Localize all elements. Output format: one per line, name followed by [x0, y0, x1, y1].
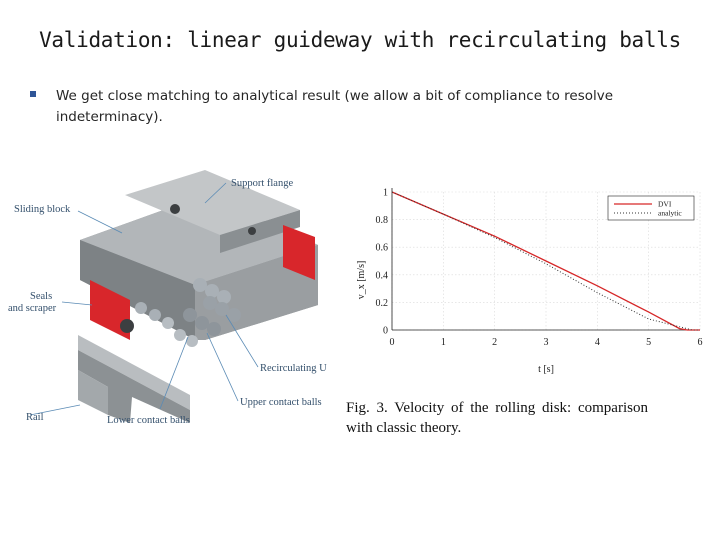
- label-sliding-block: Sliding block: [14, 204, 71, 215]
- figure-caption: [346, 398, 716, 438]
- y-tick-label: 0.8: [375, 215, 388, 227]
- y-axis-label: v_x [m/s]: [356, 260, 367, 300]
- x-tick-label: 5: [646, 337, 652, 348]
- legend-label: analytic: [658, 208, 682, 218]
- label-upper-contact-balls: Upper contact balls: [240, 397, 322, 408]
- x-tick-label: 0: [389, 337, 395, 348]
- guideway-illustration: [0, 165, 345, 440]
- label-rail: Rail: [26, 412, 44, 423]
- bullet-square-icon: [30, 91, 36, 97]
- x-tick-label: 6: [697, 337, 703, 348]
- bullet-text: We get close matching to analytical result (we allow a bit of compliance to resolve indeterminacy).: [56, 88, 614, 125]
- y-tick-label: 1: [383, 187, 388, 199]
- caption-line-2: with classic theory.: [346, 420, 462, 436]
- y-tick-label: 0.4: [375, 270, 388, 282]
- velocity-chart: [352, 182, 712, 377]
- y-tick-label: 0: [383, 325, 388, 337]
- label-support-flange: Support flange: [231, 178, 294, 189]
- label-seals-line1: Seals: [30, 291, 53, 302]
- label-seals-line2: and scraper: [8, 303, 57, 314]
- block-body: [80, 170, 318, 340]
- x-axis-label: t [s]: [538, 364, 554, 375]
- x-tick-label: 2: [492, 337, 498, 348]
- x-tick-label: 1: [440, 337, 446, 348]
- legend-label: DVI: [658, 199, 672, 209]
- y-tick-label: 0.2: [375, 297, 388, 309]
- slide-title: Validation: linear guideway with recirculating balls: [39, 28, 681, 52]
- x-tick-label: 3: [543, 337, 549, 348]
- caption-line-1: Fig. 3. Velocity of the rolling disk: comparison: [346, 400, 648, 416]
- rail-shape: [78, 335, 190, 423]
- y-tick-label: 0.6: [375, 242, 388, 254]
- label-lower-contact-balls: Lower contact balls: [107, 415, 190, 426]
- x-tick-label: 4: [594, 337, 600, 348]
- label-recirculating: Recirculating U: [260, 363, 327, 374]
